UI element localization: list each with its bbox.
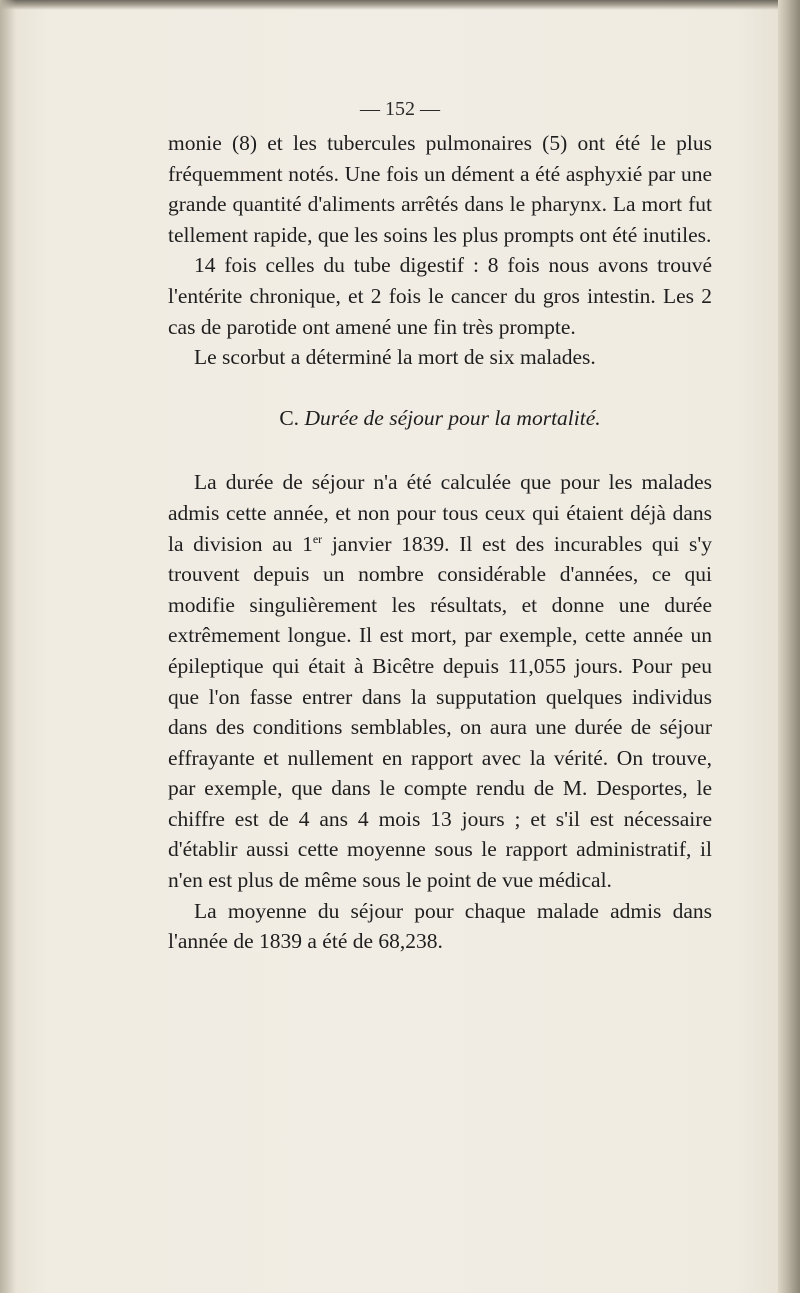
body-text — [168, 128, 712, 957]
ordinal-superscript: er — [312, 531, 323, 546]
paragraph-2: 14 fois celles du tube digestif : 8 fois nous avons trouvé l'entérite chronique, et 2 fois le cancer du gros intestin. Les 2 cas de parotide ont amené une fin très prompte. — [168, 253, 712, 339]
section-letter: C. — [279, 405, 300, 430]
paragraph-4-part-a: La durée de séjour n'a été calculée que pour les malades admis cette année, et non pour tous ceux qui étaient déjà dans la division au 1 — [168, 470, 712, 556]
paragraph-3: Le scorbut a déterminé la mort de six malades. — [194, 345, 596, 370]
paragraph-4-part-b: janvier 1839. Il est des incurables qui s'y trouvent depuis un nombre considérable d'années, ce qui modifie singulièrement les résultats, et donne une durée extrêmement longue. Il est mort, par exemple, cette année un épileptique qui était à Bicêtre depuis 11,055 jours. Pour peu que l'on fasse entrer dans la supputation quelques individus dans des conditions semblables, on aura une durée de séjour effrayante et nullement en rapport avec la vérité. On trouve, par exemple, que dans le compte rendu de M. Desportes, le chiffre est de 4 ans 4 mois 13 jours ; et s'il est nécessaire d'établir aussi cette moyenne sous le rapport administratif, il n'en est plus de même sous le point de vue médical. — [168, 531, 712, 893]
page-left-edge — [0, 0, 16, 1293]
page-number: — 152 — — [360, 98, 440, 120]
paragraph-5: La moyenne du séjour pour chaque malade admis dans l'année de 1839 a été de 68,238. — [168, 898, 712, 954]
page-top-edge — [0, 0, 800, 10]
paragraph-1: monie (8) et les tubercules pulmonaires (5) ont été le plus fréquemment notés. Une fois un dément a été asphyxié par une grande quantité d'aliments arrêtés dans le pharynx. La mort fut tellement rapide, que les soins les plus prompts ont été inutiles. — [168, 131, 712, 247]
paragraph-4 — [168, 467, 712, 895]
section-title: Durée de séjour pour la mortalité. — [304, 405, 601, 430]
book-spine-edge — [778, 0, 800, 1293]
section-heading — [168, 403, 712, 434]
